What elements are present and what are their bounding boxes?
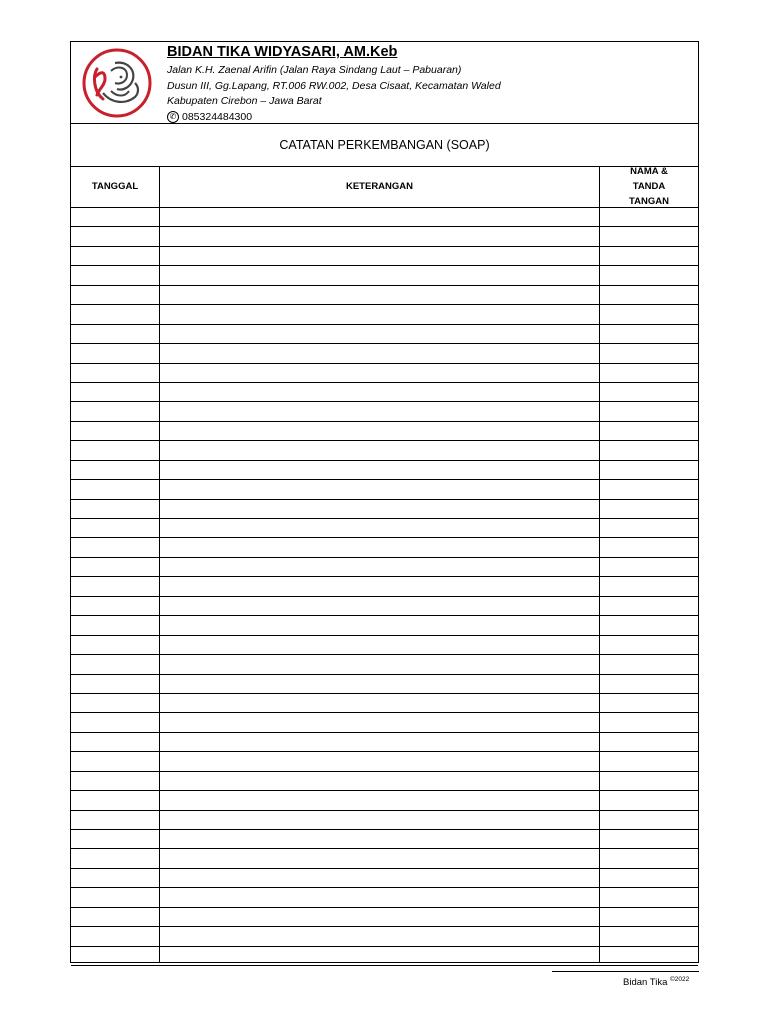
table-header xyxy=(71,166,698,208)
table-row[interactable] xyxy=(71,772,698,791)
table-row[interactable] xyxy=(71,500,698,519)
table-row[interactable] xyxy=(71,966,698,985)
table-row[interactable] xyxy=(71,461,698,480)
table-row[interactable] xyxy=(71,208,698,227)
table-row[interactable] xyxy=(71,247,698,266)
table-row[interactable] xyxy=(71,286,698,305)
table-row[interactable] xyxy=(71,480,698,499)
table-row[interactable] xyxy=(71,344,698,363)
table-row[interactable] xyxy=(71,364,698,383)
footer-divider xyxy=(552,971,699,972)
table-row[interactable] xyxy=(71,849,698,868)
footer-credit xyxy=(623,976,689,988)
soap-form-sheet xyxy=(70,41,699,963)
column-header-nama-tanda-tangan xyxy=(600,166,698,207)
table-row[interactable] xyxy=(71,538,698,557)
table-row[interactable] xyxy=(71,305,698,324)
table-row[interactable] xyxy=(71,752,698,771)
table-row[interactable] xyxy=(71,558,698,577)
column-header-nama-label: NAMA & TANDA TANGAN xyxy=(629,166,669,207)
table-row[interactable] xyxy=(71,636,698,655)
table-row[interactable] xyxy=(71,266,698,285)
table-row[interactable] xyxy=(71,927,698,946)
table-row[interactable] xyxy=(71,655,698,674)
table-row[interactable] xyxy=(71,713,698,732)
table-row[interactable] xyxy=(71,577,698,596)
phone-number: 085324484300 xyxy=(182,110,253,123)
table-row[interactable] xyxy=(71,947,698,966)
footer-copyright: ©2022 xyxy=(670,976,690,983)
table-row[interactable] xyxy=(71,869,698,888)
column-header-keterangan: KETERANGAN xyxy=(345,181,414,192)
address-line-1: Jalan K.H. Zaenal Arifin (Jalan Raya Sindang Laut – Pabuaran) xyxy=(167,64,462,76)
form-header xyxy=(71,42,698,124)
phone-icon: ✆ xyxy=(167,111,179,123)
table-row[interactable] xyxy=(71,597,698,616)
table-row[interactable] xyxy=(71,694,698,713)
table-body xyxy=(71,208,698,989)
table-row[interactable] xyxy=(71,830,698,849)
table-row[interactable] xyxy=(71,888,698,907)
table-row[interactable] xyxy=(71,791,698,810)
table-row[interactable] xyxy=(71,616,698,635)
table-row[interactable] xyxy=(71,519,698,538)
table-row[interactable] xyxy=(71,733,698,752)
address-line-3: Kabupaten Cirebon – Jawa Barat xyxy=(167,95,322,107)
column-header-tanggal: TANGGAL xyxy=(91,181,139,192)
form-title: CATATAN PERKEMBANGAN (SOAP) xyxy=(71,123,698,167)
column-divider xyxy=(599,166,600,962)
table-row[interactable] xyxy=(71,675,698,694)
table-row[interactable] xyxy=(71,908,698,927)
table-row[interactable] xyxy=(71,383,698,402)
column-divider xyxy=(159,166,160,962)
table-row[interactable] xyxy=(71,441,698,460)
footer-label: Bidan Tika xyxy=(623,977,670,989)
table-row[interactable] xyxy=(71,422,698,441)
table-row[interactable] xyxy=(71,227,698,246)
table-row[interactable] xyxy=(71,811,698,830)
table-row[interactable] xyxy=(71,325,698,344)
address-line-2: Dusun III, Gg.Lapang, RT.006 RW.002, Desa Cisaat, Kecamatan Waled xyxy=(167,79,501,92)
table-row[interactable] xyxy=(71,402,698,421)
clinic-name: BIDAN TIKA WIDYASARI, AM.Keb xyxy=(167,44,398,60)
logo-mother-child-ribbon-icon xyxy=(81,47,153,119)
